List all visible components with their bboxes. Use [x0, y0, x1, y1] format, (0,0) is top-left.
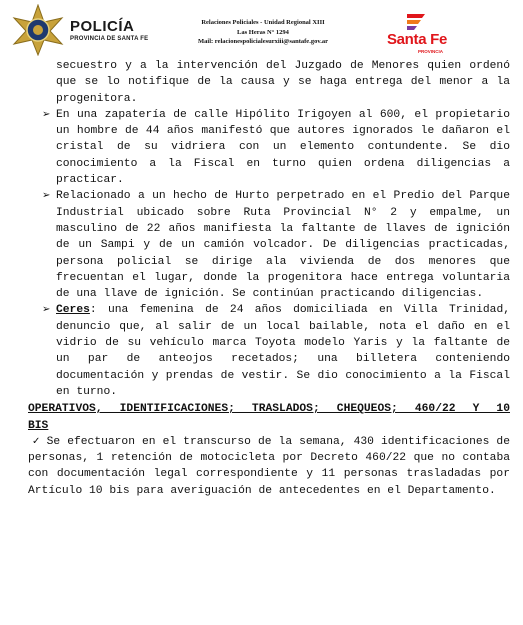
- santafe-province: PROVINCIA: [417, 49, 443, 54]
- unit-line: Relaciones Policiales - Unidad Regional XIII: [201, 19, 325, 26]
- santafe-emblem-icon: [377, 8, 457, 32]
- unit-info: [168, 18, 358, 47]
- document-header: [0, 0, 523, 62]
- item-text: Relacionado a un hecho de Hurto perpetrado en el Predio del Parque Industrial ubicado sobre Ruta Provincial N° 2 y empalme, un masculino de 22 años manifiesta la faltante de llaves de ignición de un Sampi y de un camión volcador. De diligencias practicadas, persona policial se dirige ala vivienda de dos menores que frecuentan el lugar, donde la progenitora hace entrega voluntaria de una llave de ignición. Se continúan practicando diligencias.: [56, 190, 510, 301]
- item-lead-locality: Ceres: [56, 304, 90, 317]
- continuation-paragraph: secuestro y a la intervención del Juzgado de Menores quien ordenó que se lo notifique de la causa y se haga entrega del menor a la progenitora.: [56, 60, 510, 105]
- police-subtitle: PROVINCIA DE SANTA FE: [70, 36, 149, 42]
- mail-line: Mail: relacionespolicialesurxiii@santafe.gov.ar: [198, 38, 328, 45]
- arrow-bullet-icon: ➢: [42, 304, 51, 316]
- list-item: [28, 107, 510, 188]
- item-text: En una zapatería de calle Hipólito Irigoyen al 600, el propietario un hombre de 44 años manifestó que autores ignorados le dañaron el cristal de su vidriera con un elemento contundente. Se dio conocimiento a la Fiscal en turno quien ordena diligencias a practicar.: [56, 108, 510, 187]
- santafe-word: Santa Fe: [386, 31, 448, 48]
- address-line: Las Heras N° 1294: [237, 28, 289, 36]
- police-title: POLICÍA: [70, 18, 135, 35]
- section-heading: OPERATIVOS, IDENTIFICACIONES; TRASLADOS; CHEQUEOS; 460/22 Y 10: [28, 403, 510, 416]
- list-item: [28, 302, 510, 400]
- police-star-icon: [8, 4, 68, 56]
- arrow-bullet-icon: ➢: [42, 108, 51, 120]
- section-paragraph-text: Se efectuaron en el transcurso de la semana, 430 identificaciones de personas, 1 retención de motocicleta por Decreto 460/22 que no contaba con documentación legal correspondiente y 11 personas trasladadas por Artículo 10 bis para averiguación de antecedentes en el Departamento.: [28, 435, 510, 497]
- item-text: : una femenina de 24 años domiciliada en Villa Trinidad, denuncio que, al salir de un local bailable, nota el daño en el vidrio de su vehículo marca Toyota modelo Yaris y la faltante de un par de anteojos recetados; una billetera conteniendo documentación y prendas de vestir. Se dio conocimiento a la Fiscal en turno.: [56, 304, 510, 398]
- section-heading-continued: BIS: [28, 419, 49, 432]
- santafe-logo: [377, 8, 457, 58]
- checkmark-icon: ✓: [32, 435, 41, 447]
- list-item: [28, 188, 510, 302]
- arrow-bullet-icon: ➢: [42, 190, 51, 202]
- document-body: [28, 58, 510, 499]
- section-paragraph: [28, 434, 510, 499]
